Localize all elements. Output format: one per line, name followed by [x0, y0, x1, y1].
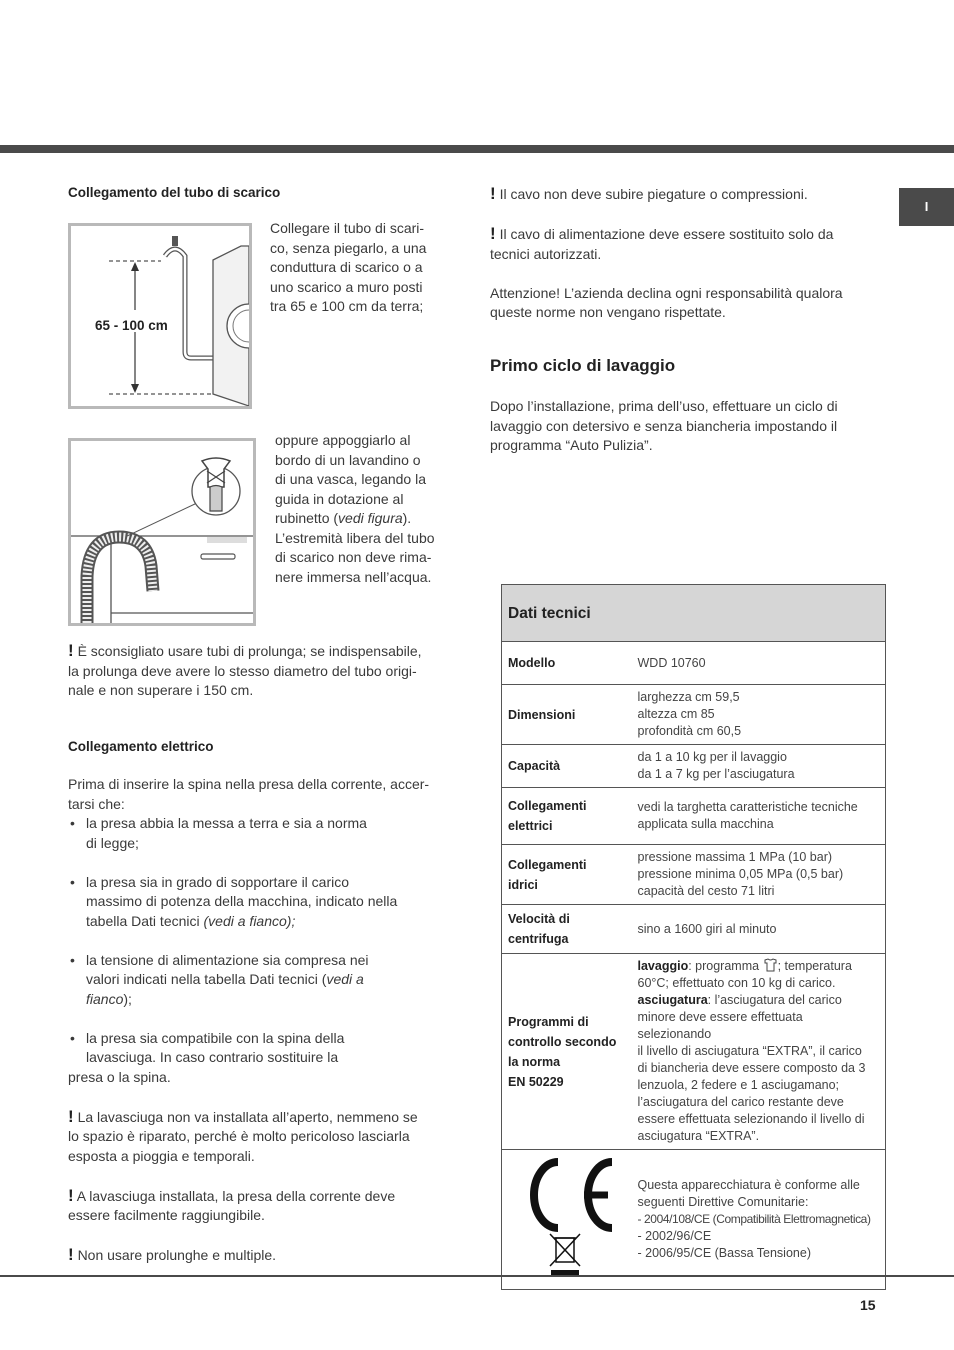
label-line: Velocità di — [508, 912, 570, 926]
text-line: tra 65 e 100 cm da terra; — [270, 298, 424, 314]
row-label — [502, 905, 632, 954]
text-line — [68, 641, 453, 662]
value-line — [638, 992, 880, 1009]
text-line: la presa abbia la messa a terra e sia a norma — [86, 815, 367, 831]
value-line: l’asciugatura del carico restante deve — [637, 1095, 844, 1109]
text-line: la tensione di alimentazione sia compresa nei — [86, 951, 369, 968]
text-line: uno scarico a muro posti — [270, 278, 423, 295]
text-line: co, senza piegarlo, a una — [270, 239, 427, 256]
drain-section-title: Collegamento del tubo di scarico — [68, 185, 281, 200]
electrical-instructions — [68, 775, 453, 1266]
text-line: queste norme non vengano rispettate. — [490, 304, 726, 320]
text-line — [68, 1107, 453, 1128]
first-cycle-title: Primo ciclo di lavaggio — [490, 356, 676, 375]
text-line: lo spazio è riparato, perché è molto pericoloso lasciarla — [68, 1128, 410, 1144]
text-segment: rubinetto ( — [275, 510, 339, 526]
text-line: conduttura di scarico o a — [270, 259, 423, 275]
text-line: lavaggio con detersivo e senza biancheria impostando il — [490, 417, 838, 434]
text-line: massimo di potenza della macchina, indicato nella — [86, 893, 398, 909]
row-label: Dimensioni — [502, 685, 632, 745]
value-line: - 2004/108/CE (Compatibilità Elettromagnetica) — [637, 1212, 871, 1226]
text-line: guida in dotazione al — [275, 490, 404, 507]
row-label — [502, 954, 632, 1150]
text-line — [68, 1245, 453, 1266]
table-title: Dati tecnici — [502, 585, 886, 642]
wash-label: lavaggio — [637, 959, 689, 973]
value-line: il livello di asciugatura “EXTRA”, il carico — [637, 1044, 862, 1058]
value-line: lenzuola, 2 federe e 1 asciugamano; — [637, 1078, 840, 1092]
row-value — [632, 788, 886, 845]
value-line: pressione massima 1 MPa (10 bar) — [637, 850, 833, 864]
text-segment: La lavasciuga non va installata all’aperto, nemmeno se — [77, 1108, 418, 1125]
value-line: da 1 a 10 kg per il lavaggio — [637, 750, 787, 764]
value-line: minore deve essere effettuata selezionando — [637, 1010, 803, 1041]
value-line: asciugatura “EXTRA”. — [637, 1129, 760, 1143]
text-line: bordo di un lavandino o — [275, 451, 421, 468]
top-rule — [0, 145, 954, 153]
table-row — [502, 788, 886, 845]
text-line: di legge; — [86, 834, 139, 851]
text-segment: ); — [123, 990, 132, 1007]
value-line: pressione minima 0,05 MPa (0,5 bar) — [637, 867, 844, 881]
row-value — [632, 954, 886, 1150]
bullet-item — [68, 951, 453, 1010]
value-line: di biancheria deve essere composto da 3 — [637, 1061, 866, 1075]
label-line: la norma — [508, 1054, 561, 1069]
label-line: controllo secondo — [508, 1034, 617, 1049]
label-line: centrifuga — [508, 932, 569, 946]
text-line: essere facilmente raggiungibile. — [68, 1207, 265, 1223]
text-line — [490, 224, 890, 245]
text-line: lavasciuga. In caso contrario sostituire la — [86, 1049, 339, 1065]
value-line: seguenti Direttive Comunitarie: — [637, 1195, 809, 1209]
row-value: WDD 10760 — [632, 642, 886, 685]
table-reference: (vedi a fianco); — [203, 912, 296, 929]
text-line: Collegare il tubo di scari- — [270, 220, 425, 236]
text-line: nale e non superare i 150 cm. — [68, 682, 254, 698]
text-line: di una vasca, legando la — [275, 471, 426, 487]
sink-drain-figure — [68, 438, 256, 626]
weee-bin-icon — [548, 1232, 582, 1278]
table-row — [502, 1150, 886, 1290]
value-line: larghezza cm 59,5 — [637, 690, 740, 704]
label-line: EN 50229 — [508, 1074, 564, 1089]
text-line — [86, 970, 453, 990]
page-number: 15 — [860, 1297, 876, 1313]
row-label: Modello — [502, 642, 632, 685]
text-line: la presa sia in grado di sopportare il carico — [86, 873, 350, 890]
text-segment: È sconsigliato usare tubi di prolunga; se indispensabile, — [77, 643, 422, 659]
dry-label: asciugatura — [637, 993, 708, 1007]
text-segment: Il cavo di alimentazione deve essere sostituito solo da — [499, 226, 834, 242]
table-row — [502, 745, 886, 788]
value-line — [638, 958, 880, 975]
label-line: Collegamenti — [508, 857, 587, 872]
extension-warning — [68, 641, 453, 701]
text-line: Prima di inserire la spina nella presa della corrente, accer- — [68, 776, 430, 792]
ce-cell — [502, 1150, 632, 1290]
text-segment: valori indicati nella tabella Dati tecnici ( — [86, 971, 327, 987]
table-row — [502, 685, 886, 745]
text-segment: ; temperatura — [777, 959, 852, 973]
text-line: L’estremità libera del tubo — [275, 529, 435, 546]
warning-mark: ! — [68, 1106, 74, 1126]
value-line: vedi la targhetta caratteristiche tecniche — [637, 800, 858, 814]
text-segment: Il cavo non deve subire piegature o compressioni. — [499, 186, 808, 202]
technical-data-table — [501, 584, 886, 1290]
text-line: tecnici autorizzati. — [490, 245, 602, 262]
text-line: presa o la spina. — [68, 1068, 171, 1085]
warning-mark: ! — [490, 184, 496, 203]
text-line — [86, 912, 453, 932]
warning-mark: ! — [68, 1185, 74, 1205]
row-value: sino a 1600 giri al minuto — [632, 905, 886, 954]
warning-mark: ! — [68, 1245, 74, 1264]
text-segment: : l’asciugatura del carico — [707, 993, 842, 1007]
value-line: altezza cm 85 — [637, 707, 715, 721]
row-value — [632, 745, 886, 788]
text-line: esposta a pioggia e temporali. — [68, 1147, 255, 1164]
row-label — [502, 788, 632, 845]
text-line — [68, 1186, 453, 1207]
bullet-item — [68, 873, 453, 932]
text-segment: ). — [402, 510, 412, 526]
value-line: applicata sulla macchina — [637, 817, 774, 831]
label-line: idrici — [508, 877, 538, 892]
auto-clean-program-icon — [763, 958, 778, 972]
text-line: oppure appoggiarlo al — [275, 432, 411, 448]
text-segment: : programma — [688, 959, 763, 973]
figure-reference: vedi figura — [338, 510, 403, 526]
value-line: Questa apparecchiatura è conforme alle — [637, 1178, 860, 1192]
bullet-dot: • — [70, 815, 75, 831]
row-label: Capacità — [502, 745, 632, 788]
text-line: la presa sia compatibile con la spina della — [86, 1029, 345, 1046]
text-segment: Non usare prolunghe e multiple. — [77, 1247, 277, 1263]
first-cycle-text — [490, 397, 890, 456]
bottom-rule — [0, 1275, 954, 1277]
text-segment: A lavasciuga installata, la presa della corrente deve — [76, 1187, 396, 1204]
bullet-dot: • — [70, 873, 75, 890]
drain-instructions-2 — [275, 431, 450, 587]
value-line: 60°C; effettuato con 10 kg di carico. — [637, 976, 836, 990]
bullet-item — [68, 1029, 453, 1068]
bullet-dot: • — [70, 1029, 75, 1046]
text-line: tarsi che: — [68, 795, 125, 812]
drain-instructions-1 — [270, 219, 450, 317]
text-line: di scarico non deve rima- — [275, 549, 432, 565]
text-line: la prolunga deve avere lo stesso diametro del tubo origi- — [68, 662, 417, 679]
label-line: Collegamenti — [508, 799, 587, 813]
label-line: Programmi di — [508, 1014, 589, 1029]
language-tab: I — [899, 188, 954, 226]
table-row — [502, 905, 886, 954]
value-line: capacità del cesto 71 litri — [637, 884, 775, 898]
text-line: nere immersa nell’acqua. — [275, 568, 432, 585]
text-line: Dopo l’installazione, prima dell’uso, effettuare un ciclo di — [490, 398, 838, 414]
text-line — [490, 184, 890, 205]
table-row — [502, 954, 886, 1150]
bullet-item — [68, 814, 453, 853]
cable-warnings — [490, 184, 890, 323]
sink-hose-illustration — [71, 441, 253, 623]
table-reference: fianco — [86, 990, 124, 1007]
value-line: profondità cm 60,5 — [637, 724, 742, 738]
table-reference: vedi a — [326, 971, 364, 987]
table-row — [502, 845, 886, 905]
ce-directives — [632, 1150, 886, 1290]
warning-mark: ! — [490, 224, 496, 243]
value-line: - 2006/95/CE (Bassa Tensione) — [637, 1246, 811, 1260]
drain-height-figure — [68, 223, 252, 409]
text-segment: tabella Dati tecnici — [86, 912, 204, 929]
electrical-section-title: Collegamento elettrico — [68, 739, 214, 754]
row-value — [632, 845, 886, 905]
text-line: Attenzione! L’azienda declina ogni responsabilità qualora — [490, 284, 843, 301]
table-header-row — [502, 585, 886, 642]
table-row — [502, 642, 886, 685]
value-line: essere effettuata selezionando il livello di — [637, 1112, 865, 1126]
height-range-label: 65 - 100 cm — [95, 318, 168, 333]
text-line — [86, 990, 453, 1010]
row-label — [502, 845, 632, 905]
row-value — [632, 685, 886, 745]
warning-mark: ! — [68, 641, 74, 660]
label-line: elettrici — [508, 819, 553, 833]
bullet-dot: • — [70, 951, 75, 968]
text-line: programma “Auto Pulizia”. — [490, 437, 653, 453]
value-line: - 2002/96/CE — [637, 1229, 712, 1243]
text-line — [275, 509, 450, 529]
value-line: da 1 a 7 kg per l’asciugatura — [637, 767, 795, 781]
